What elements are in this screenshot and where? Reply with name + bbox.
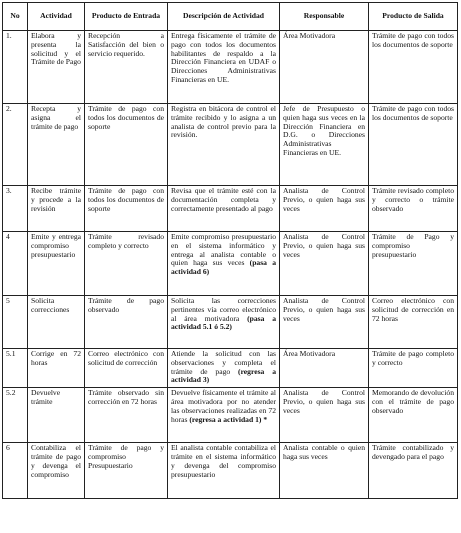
description-cell: [168, 31, 280, 104]
description-cell: [168, 349, 280, 388]
row-number: [3, 296, 28, 349]
table-row: [3, 296, 458, 349]
responsible-cell-text: Analista de Control Previo, o quien haga sus veces: [283, 186, 365, 213]
input-product-cell: [85, 349, 168, 388]
input-product-cell: [85, 186, 168, 232]
output-product-cell: [369, 443, 458, 499]
header-producto-salida: Producto de Salida: [369, 3, 458, 31]
table-row: [3, 232, 458, 296]
output-product-cell-text: Trámite de Pago y compromiso presupuestario: [372, 232, 454, 259]
process-table: [2, 2, 458, 499]
responsible-cell-text: Área Motivadora: [283, 31, 336, 40]
description-cell-text: Emite compromiso presupuestario en el sistema informático y entrega al analista contable o quien haga sus veces: [171, 232, 276, 268]
input-product-cell-text: Trámite revisado completo y correcto: [88, 232, 164, 250]
description-cell: [168, 443, 280, 499]
row-number-text: 5.1: [6, 349, 16, 358]
output-product-cell: [369, 232, 458, 296]
input-product-cell: [85, 232, 168, 296]
input-product-cell: [85, 31, 168, 104]
flow-reference: (pasa a actividad 5.1 ó 5.2): [171, 313, 276, 332]
input-product-cell-text: Recepción a Satisfacción del bien o servicio requerido.: [88, 31, 164, 58]
output-product-cell: [369, 186, 458, 232]
responsible-cell: [280, 186, 369, 232]
row-number-text: 4: [6, 232, 10, 241]
row-number: [3, 443, 28, 499]
responsible-cell: [280, 296, 369, 349]
row-number-text: 5: [6, 296, 10, 305]
activity-cell: [28, 31, 85, 104]
activity-cell-text: Elabora y presenta la solicitud y el Trámite de Pago: [31, 31, 81, 67]
table-row: [3, 388, 458, 443]
output-product-cell: [369, 296, 458, 349]
activity-cell: [28, 296, 85, 349]
header-actividad: Actividad: [28, 3, 85, 31]
input-product-cell-text: Trámite de pago observado: [88, 296, 164, 314]
row-number: [3, 349, 28, 388]
row-number: [3, 186, 28, 232]
activity-cell-text: Recibe trámite y procede a la revisión: [31, 186, 81, 213]
activity-cell-text: Devuelve trámite: [31, 388, 61, 406]
output-product-cell: [369, 31, 458, 104]
description-cell-text: Atiende la solicitud con las observaciones y completa el trámite de pago: [171, 349, 276, 376]
output-product-cell-text: Memorando de devolución con el trámite de pago observado: [372, 388, 454, 415]
activity-cell-text: Emite y entrega compromiso presupuestario: [31, 232, 81, 259]
input-product-cell: [85, 443, 168, 499]
description-cell: [168, 186, 280, 232]
header-producto-entrada: Producto de Entrada: [85, 3, 168, 31]
output-product-cell: [369, 388, 458, 443]
activity-cell-text: Contabiliza el trámite de pago y devenga el compromiso: [31, 443, 81, 479]
flow-reference: (regresa a actividad 1) *: [189, 414, 268, 424]
responsible-cell-text: Área Motivadora: [283, 349, 336, 358]
activity-cell: [28, 232, 85, 296]
input-product-cell-text: Correo electrónico con solicitud de corrección: [88, 349, 164, 367]
row-number-text: 5.2: [6, 388, 16, 398]
responsible-cell: [280, 443, 369, 499]
activity-cell: [28, 388, 85, 443]
row-number: [3, 388, 28, 443]
output-product-cell-text: Trámite de pago con todos los documentos de soporte: [372, 104, 454, 122]
header-row: [3, 3, 458, 31]
responsible-cell-text: Analista de Control Previo, o quien haga sus veces: [283, 232, 365, 259]
description-cell: [168, 388, 280, 443]
header-no: No: [3, 3, 28, 31]
input-product-cell: [85, 388, 168, 443]
activity-cell-text: Solicita correcciones: [31, 296, 70, 314]
activity-cell: [28, 104, 85, 186]
table-row: [3, 349, 458, 388]
description-cell: [168, 296, 280, 349]
output-product-cell-text: Trámite revisado completo y correcto o trámite observado: [372, 186, 454, 213]
row-number-text: 1.: [6, 31, 12, 40]
responsible-cell: [280, 104, 369, 186]
row-number-text: 2.: [6, 104, 12, 113]
flow-reference: (pasa a actividad 6): [171, 258, 276, 277]
responsible-cell: [280, 31, 369, 104]
activity-cell: [28, 443, 85, 499]
output-product-cell-text: Trámite de pago completo y correcto: [372, 349, 454, 367]
description-cell-text: El analista contable contabiliza el trámite en el sistema informático y devenga del compromiso presupuestario: [171, 443, 276, 479]
description-cell-text: Registra en bitácora de control el trámite recibido y lo asigna a un analista de control previo para la revisión.: [171, 104, 276, 140]
responsible-cell-text: Jefe de Presupuesto o quien haga sus veces en la Dirección Financiera en D.G. o Direcciones Administrativas Financieras en UE.: [283, 104, 365, 157]
output-product-cell-text: Trámite contabilizado y devengado para el pago: [372, 443, 454, 461]
table-row: [3, 104, 458, 186]
description-cell-text: Entrega físicamente el trámite de pago con todos los documentos habilitantes de respaldo a la Dirección Financiera en UDAF o Direcciones Administrativas Financieras en UE.: [171, 31, 276, 84]
activity-cell-text: Recepta y asigna el trámite de pago: [31, 104, 81, 131]
input-product-cell: [85, 296, 168, 349]
header-responsable: Responsable: [280, 3, 369, 31]
responsible-cell: [280, 349, 369, 388]
row-number: [3, 31, 28, 104]
input-product-cell-text: Trámite observado sin corrección en 72 horas: [88, 388, 164, 406]
activity-cell: [28, 186, 85, 232]
output-product-cell-text: Trámite de pago con todos los documentos de soporte: [372, 31, 454, 49]
input-product-cell: [85, 104, 168, 186]
description-cell-text: Revisa que el trámite esté con la documentación completa y correctamente presentado al pago: [171, 186, 276, 213]
responsible-cell-text: Analista de Control Previo, o quien haga sus veces: [283, 296, 365, 323]
output-product-cell-text: Correo electrónico con solicitud de corrección en 72 horas: [372, 296, 454, 323]
row-number-text: 3.: [6, 186, 12, 195]
flow-reference: (regresa a actividad 3): [171, 366, 276, 385]
description-cell-text: Devuelve físicamente el trámite al área motivadora por no atender las observaciones realizadas en 72 horas: [171, 388, 276, 424]
input-product-cell-text: Trámite de pago con todos los documentos de soporte: [88, 104, 164, 131]
output-product-cell: [369, 104, 458, 186]
responsible-cell: [280, 388, 369, 443]
input-product-cell-text: Trámite de pago y compromiso Presupuestario: [88, 443, 164, 470]
row-number-text: 6: [6, 443, 10, 453]
table-row: [3, 443, 458, 499]
description-cell: [168, 104, 280, 186]
row-number: [3, 104, 28, 186]
responsible-cell: [280, 232, 369, 296]
table-row: [3, 186, 458, 232]
table-row: [3, 31, 458, 104]
header-descripcion: Descripción de Actividad: [168, 3, 280, 31]
description-cell: [168, 232, 280, 296]
output-product-cell: [369, 349, 458, 388]
activity-cell: [28, 349, 85, 388]
row-number: [3, 232, 28, 296]
input-product-cell-text: Trámite de pago con todos los documentos de soporte: [88, 186, 164, 213]
activity-cell-text: Corrige en 72 horas: [31, 349, 81, 367]
description-cell-text: Solicita las correcciones pertinentes vía correo electrónico al área motivadora: [171, 296, 276, 323]
responsible-cell-text: Analista contable o quien haga sus veces: [283, 443, 365, 461]
responsible-cell-text: Analista de Control Previo, o quien haga sus veces: [283, 388, 365, 415]
